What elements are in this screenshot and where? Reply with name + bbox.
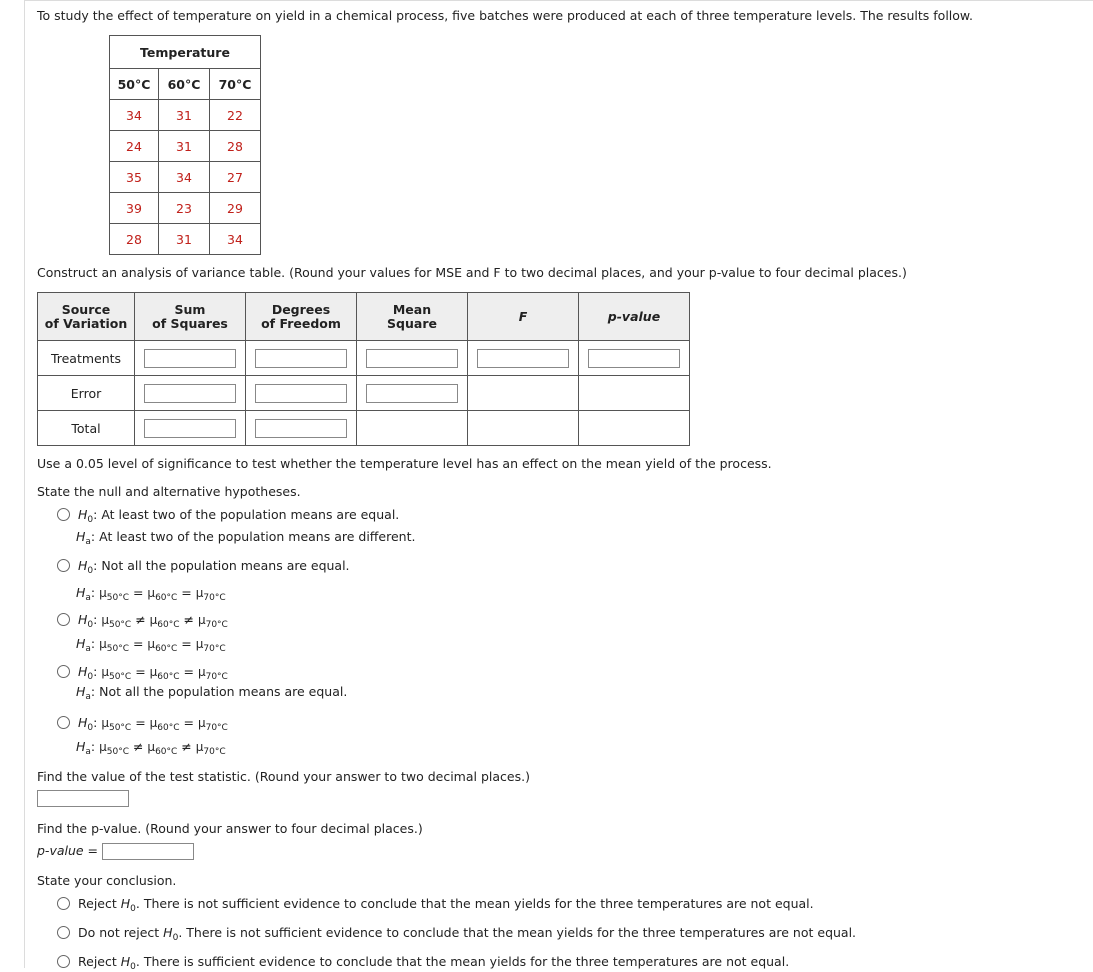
- option-d-alt: Not all the population means are equal.: [99, 684, 348, 699]
- header-pvalue-text: p-value: [607, 308, 661, 324]
- empty-cell: [579, 376, 690, 411]
- cell: 31: [159, 224, 210, 255]
- conclusion-prompt: State your conclusion.: [37, 873, 177, 888]
- cell: 28: [210, 131, 261, 162]
- row-label-treatments: Treatments: [38, 341, 135, 376]
- cell: 35: [110, 162, 159, 193]
- empty-cell: [468, 376, 579, 411]
- option-c-alt-line: $H_a$: $\mu_{50^\circ C} = \mu_{60^\circ C} = \mu_{70^\circ C}$: [76, 636, 226, 654]
- radio-option-a[interactable]: [57, 508, 70, 521]
- table-row: [38, 341, 690, 376]
- intro-text: To study the effect of temperature on yield in a chemical process, five batches were produced at each of three temperature levels. The results follow.: [37, 8, 973, 23]
- conclusion-option-3[interactable]: Reject $H_0$. There is sufficient evidence to conclude that the mean yields for the three temperatures are not equal.: [57, 954, 789, 972]
- radio-option-b[interactable]: [57, 559, 70, 572]
- treatments-df-input[interactable]: [255, 349, 347, 368]
- frame-left-border: [24, 0, 25, 968]
- row-label-total: Total: [38, 411, 135, 446]
- header-f-text: F: [518, 308, 528, 324]
- hypothesis-option-b[interactable]: $H_0$: Not all the population means are equal.: [57, 558, 350, 576]
- treatments-ss-input[interactable]: [144, 349, 236, 368]
- col-60c: 60°C: [159, 69, 210, 100]
- header-source: [38, 293, 135, 341]
- header-ss: [135, 293, 246, 341]
- header-df: [246, 293, 357, 341]
- header-ms-line2: Square: [387, 315, 437, 331]
- option-a-null: At least two of the population means are equal.: [101, 507, 400, 522]
- table-row: [110, 193, 261, 224]
- temperature-table: [109, 35, 261, 255]
- total-df-input[interactable]: [255, 419, 347, 438]
- cell: 27: [210, 162, 261, 193]
- cell: 31: [159, 131, 210, 162]
- header-df-line1: Degrees: [271, 301, 331, 317]
- header-ss-line1: Sum: [174, 301, 206, 317]
- treatments-ms-input[interactable]: [366, 349, 458, 368]
- cell: 28: [110, 224, 159, 255]
- table-row: [110, 224, 261, 255]
- temperature-header: Temperature: [110, 36, 261, 69]
- conclusion-2-action: Do not reject: [78, 925, 160, 940]
- hypothesis-option-c[interactable]: $H_0$: $\mu_{50^\circ C} \ne \mu_{60^\circ C} \ne \mu_{70^\circ C}$: [57, 612, 228, 630]
- table-row: [110, 131, 261, 162]
- anova-table: [37, 292, 690, 446]
- radio-option-d[interactable]: [57, 665, 70, 678]
- header-ss-line2: of Squares: [152, 315, 228, 331]
- conclusion-3-text: There is sufficient evidence to conclude that the mean yields for the three temperatures are not equal.: [143, 954, 790, 969]
- conclusion-2-text: There is not sufficient evidence to conclude that the mean yields for the three temperatures are not equal.: [186, 925, 857, 940]
- radio-conclusion-1[interactable]: [57, 897, 70, 910]
- row-label-error: Error: [38, 376, 135, 411]
- option-a-alt-line: $H_a$: At least two of the population means are different.: [76, 529, 416, 547]
- cell: 34: [210, 224, 261, 255]
- treatments-pvalue-input[interactable]: [588, 349, 680, 368]
- header-df-line2: of Freedom: [261, 315, 341, 331]
- anova-instructions: Construct an analysis of variance table. (Round your values for MSE and F to two decimal places, and your p-value to four decimal places.): [37, 265, 907, 280]
- table-row: [38, 411, 690, 446]
- pvalue-row: [37, 843, 194, 860]
- treatments-f-input[interactable]: [477, 349, 569, 368]
- radio-option-e[interactable]: [57, 716, 70, 729]
- header-ms: [357, 293, 468, 341]
- empty-cell: [357, 411, 468, 446]
- pvalue-prompt: Find the p-value. (Round your answer to four decimal places.): [37, 821, 423, 836]
- pvalue-input[interactable]: [102, 843, 194, 860]
- conclusion-option-2[interactable]: Do not reject $H_0$. There is not sufficient evidence to conclude that the mean yields for the three temperatures are not equal.: [57, 925, 856, 943]
- conclusion-option-1[interactable]: Reject $H_0$. There is not sufficient evidence to conclude that the mean yields for the three temperatures are not equal.: [57, 896, 814, 914]
- cell: 31: [159, 100, 210, 131]
- col-50c: 50°C: [110, 69, 159, 100]
- cell: 29: [210, 193, 261, 224]
- total-ss-input[interactable]: [144, 419, 236, 438]
- option-b-null: Not all the population means are equal.: [101, 558, 350, 573]
- conclusion-3-action: Reject: [78, 954, 117, 969]
- header-source-line2: of Variation: [44, 315, 128, 331]
- option-b-alt-line: $H_a$: $\mu_{50^\circ C} = \mu_{60^\circ C} = \mu_{70^\circ C}$: [76, 585, 226, 603]
- frame-top-border: [24, 0, 1093, 1]
- significance-text: Use a 0.05 level of significance to test whether the temperature level has an effect on the mean yield of the process.: [37, 456, 772, 471]
- table-row: [38, 376, 690, 411]
- error-ss-input[interactable]: [144, 384, 236, 403]
- pvalue-label: p-value =: [37, 843, 99, 858]
- hypothesis-option-d[interactable]: $H_0$: $\mu_{50^\circ C} = \mu_{60^\circ C} = \mu_{70^\circ C}$: [57, 664, 228, 682]
- table-row: [110, 100, 261, 131]
- empty-cell: [468, 411, 579, 446]
- radio-conclusion-3[interactable]: [57, 955, 70, 968]
- error-df-input[interactable]: [255, 384, 347, 403]
- option-e-alt-line: $H_a$: $\mu_{50^\circ C} \ne \mu_{60^\circ C} \ne \mu_{70^\circ C}$: [76, 739, 226, 757]
- cell: 22: [210, 100, 261, 131]
- cell: 23: [159, 193, 210, 224]
- hypothesis-option-e[interactable]: $H_0$: $\mu_{50^\circ C} = \mu_{60^\circ C} = \mu_{70^\circ C}$: [57, 715, 228, 733]
- header-source-line1: Source: [61, 301, 111, 317]
- option-a-alt: At least two of the population means are different.: [99, 529, 416, 544]
- cell: 34: [159, 162, 210, 193]
- radio-option-c[interactable]: [57, 613, 70, 626]
- option-d-alt-line: $H_a$: Not all the population means are equal.: [76, 684, 348, 702]
- cell: 34: [110, 100, 159, 131]
- cell: 39: [110, 193, 159, 224]
- test-statistic-input[interactable]: [37, 790, 129, 807]
- col-70c: 70°C: [210, 69, 261, 100]
- header-f: [468, 293, 579, 341]
- table-row: [110, 162, 261, 193]
- hypothesis-option-a[interactable]: $H_0$: At least two of the population means are equal.: [57, 507, 399, 525]
- test-statistic-prompt: Find the value of the test statistic. (Round your answer to two decimal places.): [37, 769, 530, 784]
- header-pvalue: [579, 293, 690, 341]
- header-ms-line1: Mean: [392, 301, 432, 317]
- conclusion-1-text: There is not sufficient evidence to conclude that the mean yields for the three temperatures are not equal.: [143, 896, 814, 911]
- cell: 24: [110, 131, 159, 162]
- error-ms-input[interactable]: [366, 384, 458, 403]
- empty-cell: [579, 411, 690, 446]
- conclusion-1-action: Reject: [78, 896, 117, 911]
- radio-conclusion-2[interactable]: [57, 926, 70, 939]
- hypotheses-prompt: State the null and alternative hypotheses.: [37, 484, 301, 499]
